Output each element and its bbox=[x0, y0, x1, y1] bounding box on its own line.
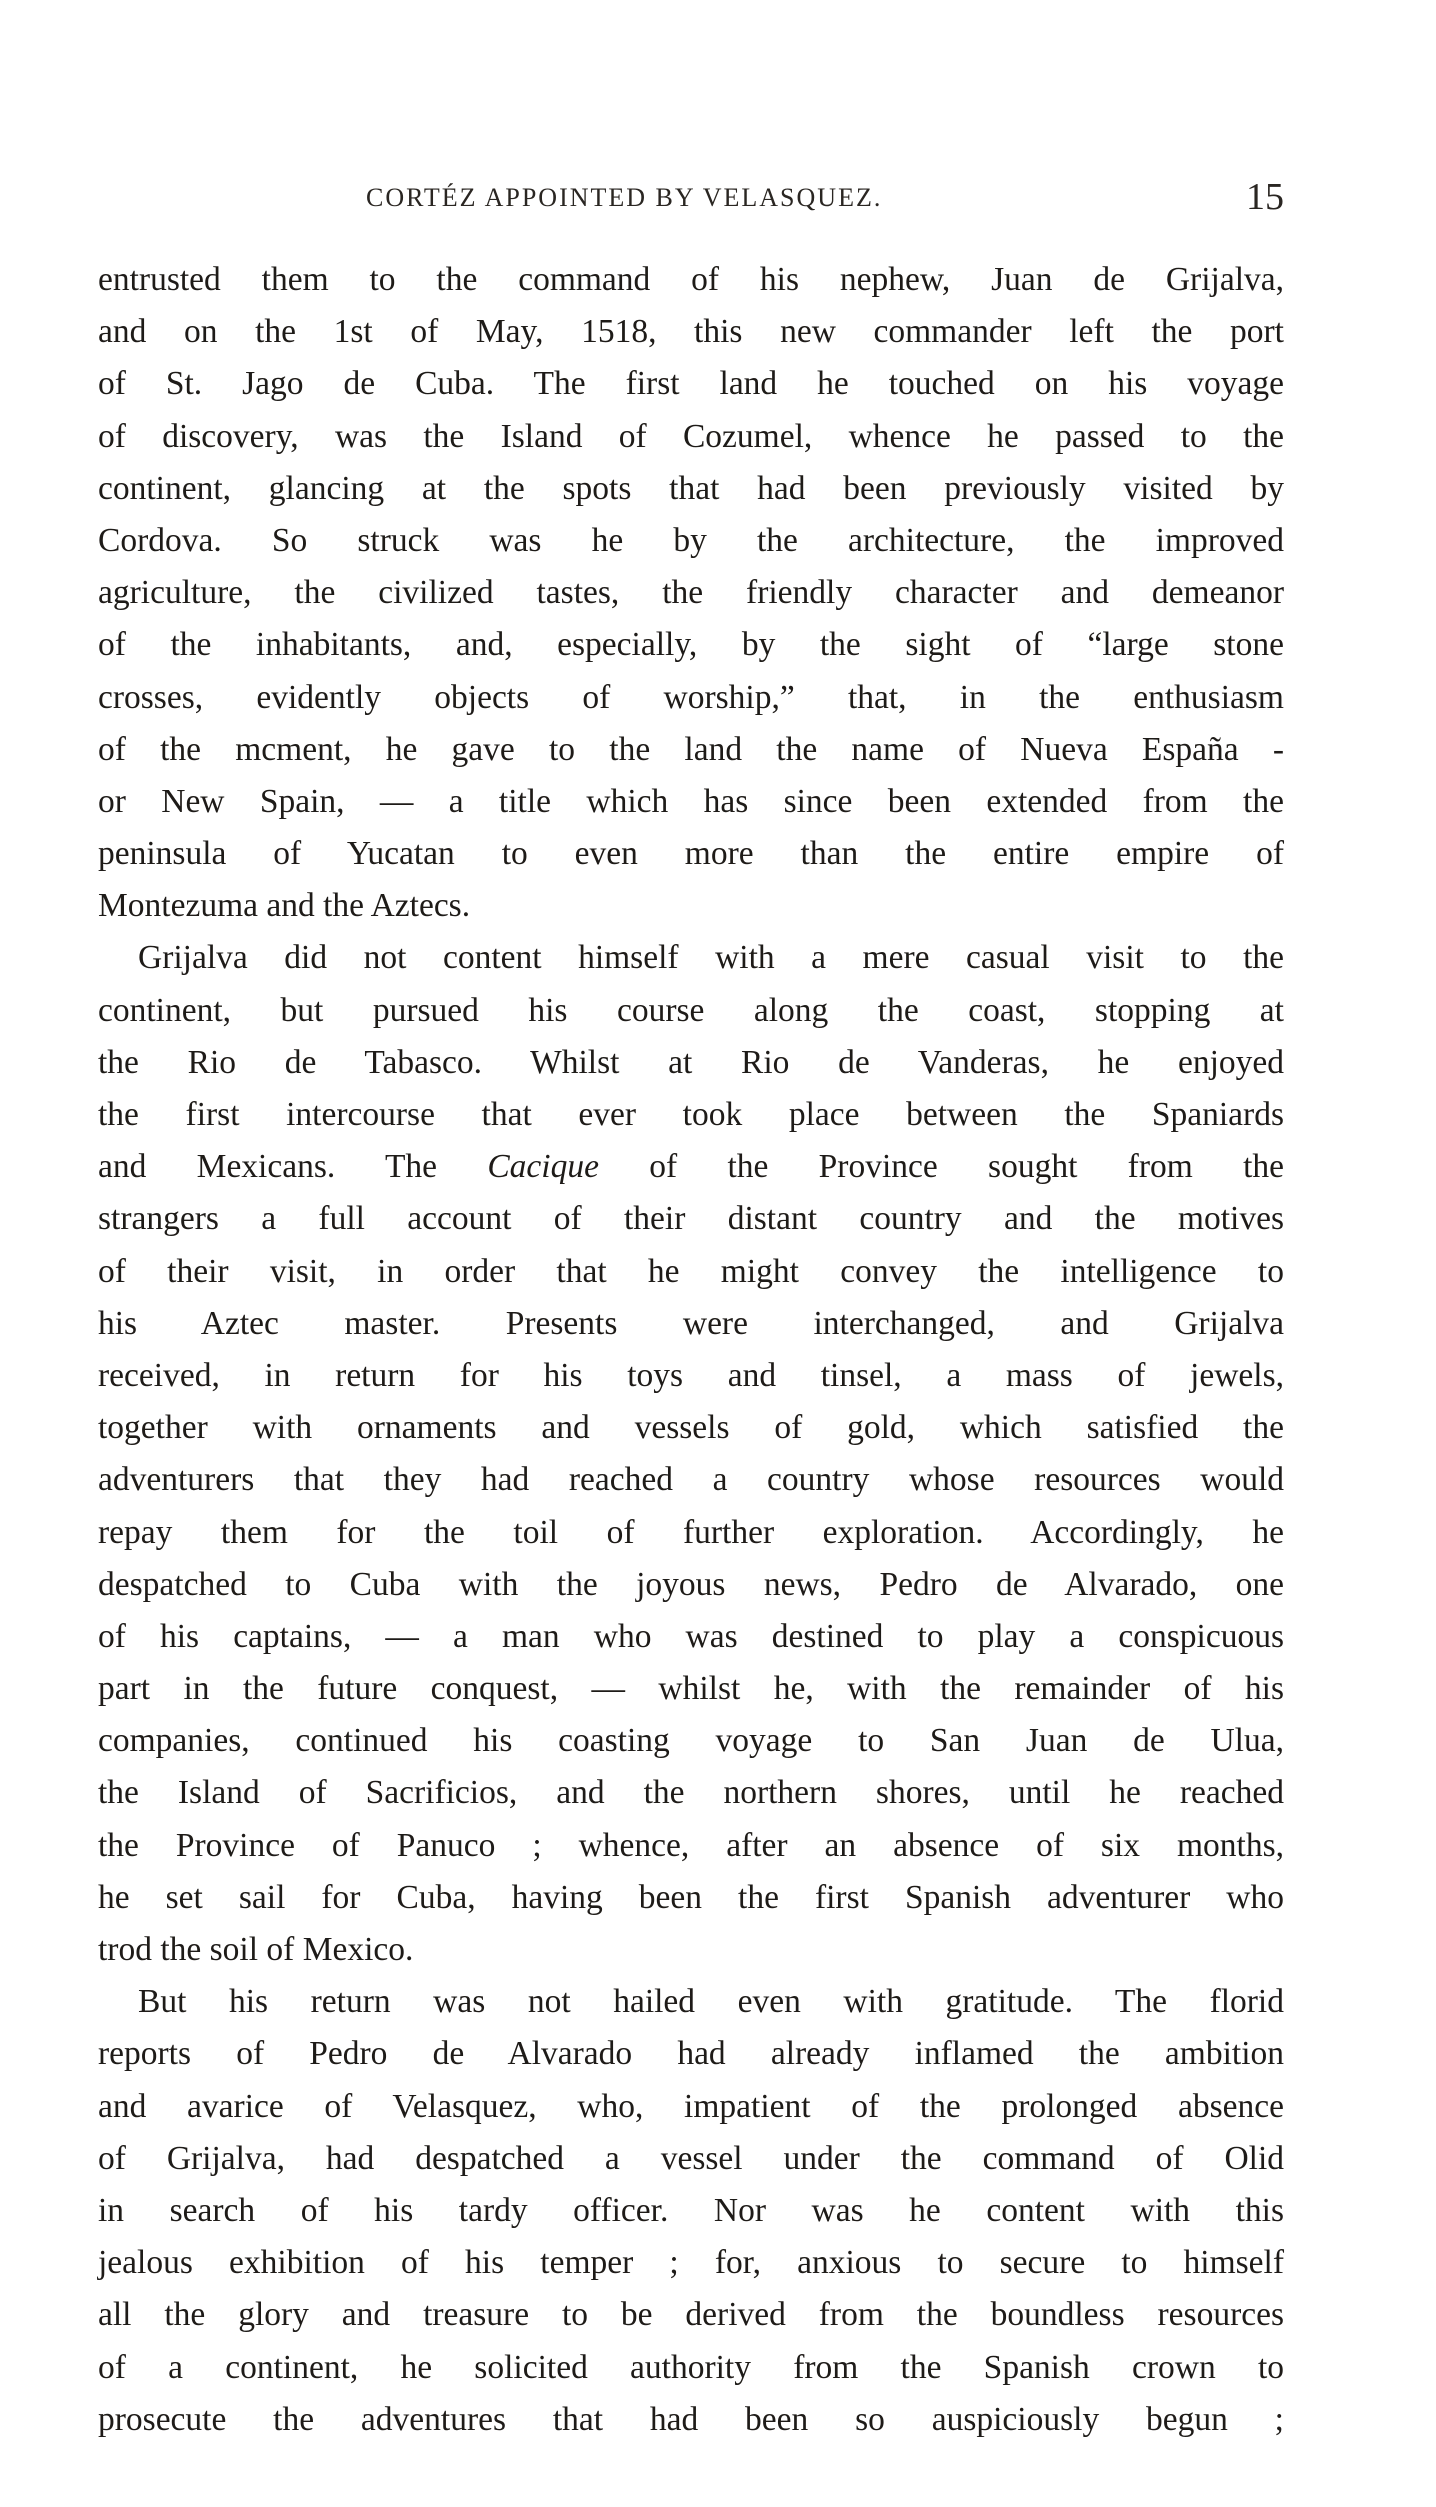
text-fragment: and Mexicans. The bbox=[98, 1148, 488, 1186]
text-line: of the mcment, he gave to the land the name of Nueva España - bbox=[98, 730, 1284, 768]
text-line: part in the future conquest, — whilst he, with the remainder of his bbox=[98, 1670, 1284, 1708]
text-line: companies, continued his coasting voyage to San Juan de Ulua, bbox=[98, 1722, 1284, 1760]
text-line: continent, but pursued his course along the coast, stopping at bbox=[98, 991, 1284, 1029]
text-line: of their visit, in order that he might convey the intelligence to bbox=[98, 1252, 1284, 1290]
paragraph-end-line: trod the soil of Mexico. bbox=[98, 1931, 414, 1968]
text-line: repay them for the toil of further exploration. Accordingly, he bbox=[98, 1513, 1284, 1551]
text-line: of discovery, was the Island of Cozumel, whence he passed to the bbox=[98, 417, 1284, 455]
text-line: or New Spain, — a title which has since been extended from the bbox=[98, 782, 1284, 820]
text-line: despatched to Cuba with the joyous news, Pedro de Alvarado, one bbox=[98, 1565, 1284, 1603]
text-line: of a continent, he solicited authority from the Spanish crown to bbox=[98, 2348, 1284, 2386]
text-fragment: of the Province sought from the bbox=[598, 1148, 1284, 1186]
text-line: the Island of Sacrificios, and the northern shores, until he reached bbox=[98, 1774, 1284, 1812]
text-line: he set sail for Cuba, having been the first Spanish adventurer who bbox=[98, 1878, 1284, 1916]
text-line: and on the 1st of May, 1518, this new commander left the port bbox=[98, 313, 1284, 351]
text-line-italic bbox=[98, 1141, 1284, 1193]
text-line: all the glory and treasure to be derived from the boundless resources bbox=[98, 2296, 1284, 2334]
text-line: and avarice of Velasquez, who, impatient of the prolonged absence bbox=[98, 2087, 1284, 2125]
text-line: of St. Jago de Cuba. The first land he touched on his voyage bbox=[98, 365, 1284, 403]
text-line: the first intercourse that ever took place between the Spaniards bbox=[98, 1096, 1284, 1133]
text-line: of Grijalva, had despatched a vessel under the command of Olid bbox=[98, 2139, 1284, 2177]
text-line: his Aztec master. Presents were interchanged, and Grijalva bbox=[98, 1304, 1284, 1342]
text-line: peninsula of Yucatan to even more than the entire empire of bbox=[98, 835, 1284, 873]
text-line: the Rio de Tabasco. Whilst at Rio de Vanderas, he enjoyed bbox=[98, 1043, 1284, 1081]
text-line: in search of his tardy officer. Nor was he content with this bbox=[98, 2191, 1284, 2229]
running-title: CORTÉZ APPOINTED BY VELASQUEZ. bbox=[366, 183, 883, 212]
running-head bbox=[98, 176, 1284, 223]
text-line: entrusted them to the command of his nephew, Juan de Grijalva, bbox=[98, 261, 1284, 298]
text-line: prosecute the adventures that had been so auspiciously begun ; bbox=[98, 2400, 1284, 2438]
body-text bbox=[98, 254, 1284, 2446]
paragraph-start-line: But his return was not hailed even with gratitude. The florid bbox=[138, 1983, 1284, 2021]
text-line: strangers a full account of their distant country and the motives bbox=[98, 1200, 1284, 1238]
text-line: of his captains, — a man who was destined to play a conspicuous bbox=[98, 1617, 1284, 1655]
paragraph-start-line: Grijalva did not content himself with a mere casual visit to the bbox=[138, 939, 1284, 977]
text-line: together with ornaments and vessels of gold, which satisfied the bbox=[98, 1409, 1284, 1447]
text-line: jealous exhibition of his temper ; for, anxious to secure to himself bbox=[98, 2244, 1284, 2282]
page-number: 15 bbox=[1246, 176, 1284, 218]
italic-word: Cacique bbox=[487, 1148, 599, 1186]
text-line: reports of Pedro de Alvarado had already inflamed the ambition bbox=[98, 2035, 1284, 2073]
text-line: adventurers that they had reached a country whose resources would bbox=[98, 1461, 1284, 1499]
text-line: continent, glancing at the spots that had been previously visited by bbox=[98, 469, 1284, 507]
text-line: of the inhabitants, and, especially, by the sight of “large stone bbox=[98, 626, 1284, 664]
text-line: Cordova. So struck was he by the architecture, the improved bbox=[98, 521, 1284, 559]
text-line: received, in return for his toys and tinsel, a mass of jewels, bbox=[98, 1356, 1284, 1394]
text-line: crosses, evidently objects of worship,” that, in the enthusiasm bbox=[98, 678, 1284, 716]
text-line: agriculture, the civilized tastes, the friendly character and demeanor bbox=[98, 574, 1284, 612]
paragraph-end-line: Montezuma and the Aztecs. bbox=[98, 887, 471, 925]
text-line: the Province of Panuco ; whence, after an absence of six months, bbox=[98, 1826, 1284, 1864]
